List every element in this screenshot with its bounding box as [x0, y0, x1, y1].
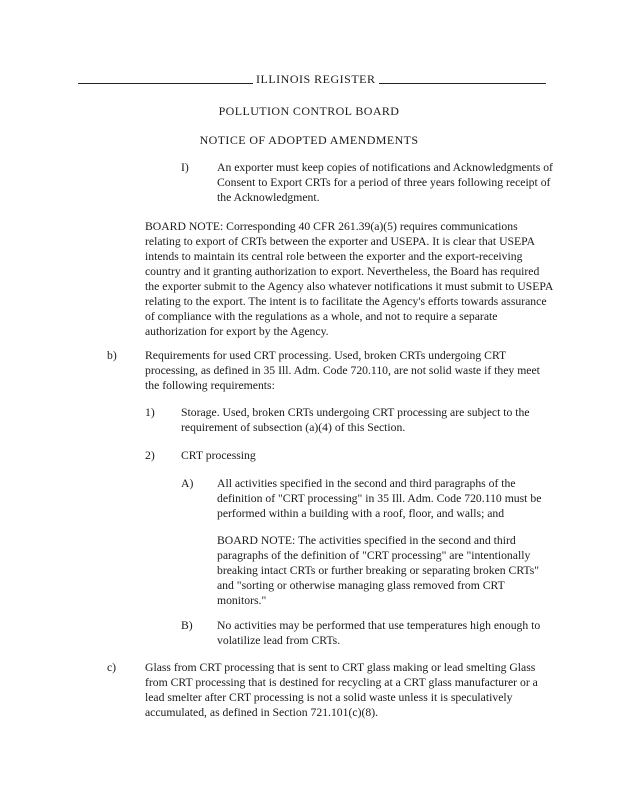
- item-b-text: Requirements for used CRT processing. Used, broken CRTs undergoing CRT processing, as defined in 35 Ill. Adm. Code 720.110, are not solid waste if they meet the following requirements:: [145, 349, 540, 392]
- item-b-label: b): [107, 349, 117, 362]
- item-b2a-text: All activities specified in the second and third paragraphs of the definition of "CRT processing" in 35 Ill. Adm. Code 720.110 must be performed within a building with a roof, floor, and walls; and: [217, 477, 542, 520]
- item-c-label: c): [107, 661, 117, 674]
- register-header: [78, 72, 546, 90]
- item-i-text: An exporter must keep copies of notifications and Acknowledgments of Consent to Export CRTs for a period of three years following receipt of the Acknowledgment.: [217, 161, 553, 204]
- item-b1-label: 1): [145, 406, 155, 419]
- item-b2b-label: B): [181, 619, 193, 632]
- board-note-1: BOARD NOTE: Corresponding 40 CFR 261.39(a)(5) requires communications relating to export of CRTs between the exporter and USEPA. It is clear that USEPA intends to maintain its central role between the exporter and the export-receiving country and it granting authorization to export. Nevertheless, the Board has required the exporter submit to the Agency also whatever notifications it must submit to USEPA relating to the export. The intent is to facilitate the Agency's efforts towards assurance of compliance with the regulations as a whole, and not to require a separate authorization for export by the Agency.: [145, 220, 553, 338]
- item-b2-label: 2): [145, 449, 155, 462]
- item-b1-text: Storage. Used, broken CRTs undergoing CRT processing are subject to the requirement of subsection (a)(4) of this Section.: [181, 406, 530, 434]
- board-note-2: BOARD NOTE: The activities specified in the second and third paragraphs of the definition of "CRT processing" are "intentionally breaking intact CRTs or further breaking or separating broken CRTs" and "sorting or otherwise managing glass removed from CRT monitors.": [217, 534, 540, 607]
- item-b2a-label: A): [181, 477, 194, 490]
- notice-heading: NOTICE OF ADOPTED AMENDMENTS: [199, 133, 419, 147]
- item-b2-text: CRT processing: [181, 449, 256, 462]
- board-heading: POLLUTION CONTROL BOARD: [218, 104, 400, 118]
- item-b2b-text: No activities may be performed that use temperatures high enough to volatilize lead from CRTs.: [217, 619, 541, 647]
- register-title: ILLINOIS REGISTER: [253, 72, 379, 87]
- item-i-label: I): [181, 161, 189, 174]
- item-c-text: Glass from CRT processing that is sent to CRT glass making or lead smelting Glass from CRT processing that is destined for recycling at a CRT glass manufacturer or a lead smelter after CRT processing is not a solid waste unless it is speculatively accumulated, as defined in Section 721.101(c)(8).: [145, 661, 538, 719]
